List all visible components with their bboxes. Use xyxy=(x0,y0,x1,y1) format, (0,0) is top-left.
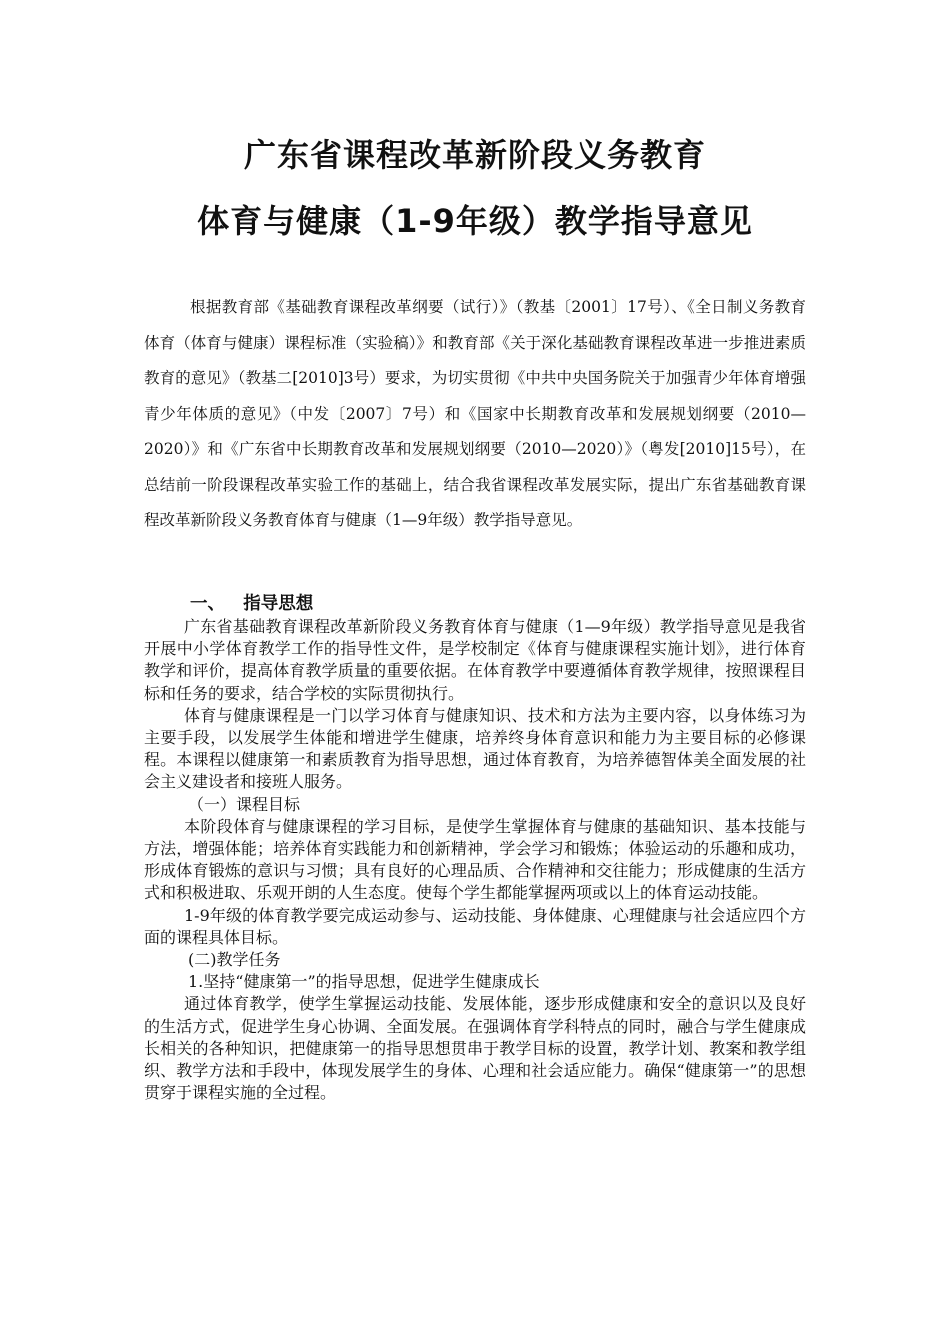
item-heading: 1.坚持“健康第一”的指导思想，促进学生健康成长 xyxy=(188,972,540,992)
document-body xyxy=(144,616,806,1104)
subsection-heading-course-goals: （一）课程目标 xyxy=(188,794,301,814)
document-title-line2: 体育与健康（1-9年级）教学指导意见 xyxy=(197,202,753,240)
body-paragraph: 体育与健康课程是一门以学习体育与健康知识、技术和方法为主要内容，以身体练习为主要手段，以发展学生体能和增进学生健康，培养终身体育意识和能力为主要目标的必修课程。本课程以健康第一和素质教育为指导思想，通过体育教育，为培养德智体美全面发展的社会主义建设者和接班人服务。 xyxy=(144,705,806,792)
intro-paragraph: 根据教育部《基础教育课程改革纲要（试行）》（教基〔2001〕17号）、《全日制义务教育体育（体育与健康）课程标准（实验稿）》和教育部《关于深化基础教育课程改革进一步推进素质教育的意见》（教基二[2010]3号）要求，为切实贯彻《中共中央国务院关于加强青少年体育增强青少年体质的意见》（中发〔2007〕7号）和《国家中长期教育改革和发展规划纲要（2010—2020）》和《广东省中长期教育改革和发展规划纲要（2010—2020）》（粤发[2010]15号），在总结前一阶段课程改革实验工作的基础上，结合我省课程改革发展实际，提出广东省基础教育课程改革新阶段义务教育体育与健康（1—9年级）教学指导意见。 xyxy=(144,298,806,529)
document-title-line1: 广东省课程改革新阶段义务教育 xyxy=(243,136,706,174)
body-paragraph: 通过体育教学，使学生掌握运动技能、发展体能，逐步形成健康和安全的意识以及良好的生活方式，促进学生身心协调、全面发展。在强调体育学科特点的同时，融合与学生健康成长相关的各种知识，把健康第一的指导思想贯串于教学目标的设置，教学计划、教案和教学组织、教学方法和手段中，体现发展学生的身体、心理和社会适应能力。确保“健康第一”的思想贯穿于课程实施的全过程。 xyxy=(144,994,806,1103)
body-paragraph: 本阶段体育与健康课程的学习目标，是使学生掌握体育与健康的基础知识、基本技能与方法，增强体能；培养体育实践能力和创新精神，学会学习和锻炼；体验运动的乐趣和成功，形成体育锻炼的意识与习惯；具有良好的心理品质、合作精神和交往能力；形成健康的生活方式和积极进取、乐观开朗的人生态度。使每个学生都能掌握两项或以上的体育运动技能。 xyxy=(144,816,806,903)
body-paragraph: 广东省基础教育课程改革新阶段义务教育体育与健康（1—9年级）教学指导意见是我省开展中小学体育教学工作的指导性文件，是学校制定《体育与健康课程实施计划》，进行体育教学和评价，提高体育教学质量的重要依据。在体育教学中要遵循体育教学规律，按照课程目标和任务的要求，结合学校的实际贯彻执行。 xyxy=(144,617,806,703)
subsection-heading-teaching-tasks: (二)教学任务 xyxy=(188,950,281,970)
body-paragraph: 1-9年级的体育教学要完成运动参与、运动技能、身体健康、心理健康与社会适应四个方面的课程具体目标。 xyxy=(144,905,806,947)
section-heading-guiding-ideology: 一、 指导思想 xyxy=(190,594,314,614)
